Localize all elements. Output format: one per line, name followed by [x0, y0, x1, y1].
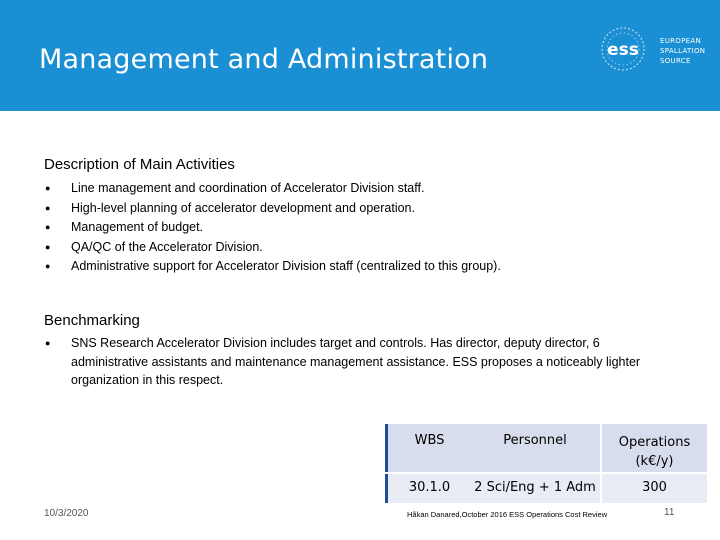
- logo-mark-text: ess: [607, 40, 639, 60]
- header-banner: [0, 0, 720, 111]
- ess-logo: [594, 24, 710, 74]
- page-title: Management and Administration: [39, 44, 489, 75]
- list-item-text: Line management and coordination of Accelerator Division staff.: [71, 181, 425, 195]
- table-header-cell: [470, 424, 600, 472]
- table-header-text: WBS: [414, 433, 445, 448]
- table-cell: [470, 474, 600, 503]
- bullet-icon: ●: [45, 261, 51, 271]
- table-header-text: Personnel: [503, 433, 567, 448]
- list-item-text: SNS Research Accelerator Division includes target and controls. Has director, deputy director, 6 administrative assistants and maintenance management assistance. ESS proposes a noticeably lighter organization in this respect.: [71, 336, 641, 387]
- table-cell-text: 2 Sci/Eng + 1 Adm: [474, 480, 596, 495]
- table-cell-text: 30.1.0: [408, 480, 451, 495]
- list-item: [44, 238, 501, 258]
- table-header-cell: [385, 424, 471, 472]
- footer-date: 10/3/2020: [44, 508, 89, 519]
- bullet-icon: ●: [45, 338, 51, 348]
- table-cell: [385, 474, 471, 503]
- table-cell-text: 300: [642, 480, 667, 495]
- list-item: [44, 218, 501, 238]
- table-header-cell: [602, 424, 707, 472]
- bullet-icon: ●: [45, 183, 51, 193]
- benchmarking-heading: Benchmarking: [44, 312, 140, 329]
- bullet-icon: ●: [45, 222, 51, 232]
- logo-wordmark: [660, 36, 705, 66]
- table-header-text: Operations (k€/y): [618, 435, 691, 469]
- list-item-text: Administrative support for Accelerator Division staff (centralized to this group).: [71, 259, 501, 273]
- page-number: 11: [664, 507, 675, 518]
- footer-credit: Håkan Danared,October 2016 ESS Operations Cost Review: [407, 510, 608, 519]
- list-item-text: Management of budget.: [71, 220, 204, 234]
- list-item: [44, 334, 654, 390]
- activities-heading: Description of Main Activities: [44, 156, 235, 173]
- list-item-text: QA/QC of the Accelerator Division.: [71, 239, 263, 254]
- table-cell: [602, 474, 707, 503]
- list-item: [44, 179, 501, 199]
- list-item: [44, 199, 501, 219]
- logo-line: SPALLATION: [660, 47, 706, 55]
- logo-line: EUROPEAN: [660, 37, 701, 45]
- activities-list: [44, 179, 501, 277]
- list-item-text: High-level planning of accelerator development and operation.: [71, 200, 415, 215]
- logo-line: SOURCE: [660, 57, 691, 65]
- ess-logo-icon: [594, 24, 656, 74]
- bullet-icon: ●: [45, 241, 51, 252]
- bullet-icon: ●: [45, 202, 51, 213]
- list-item: [44, 257, 501, 277]
